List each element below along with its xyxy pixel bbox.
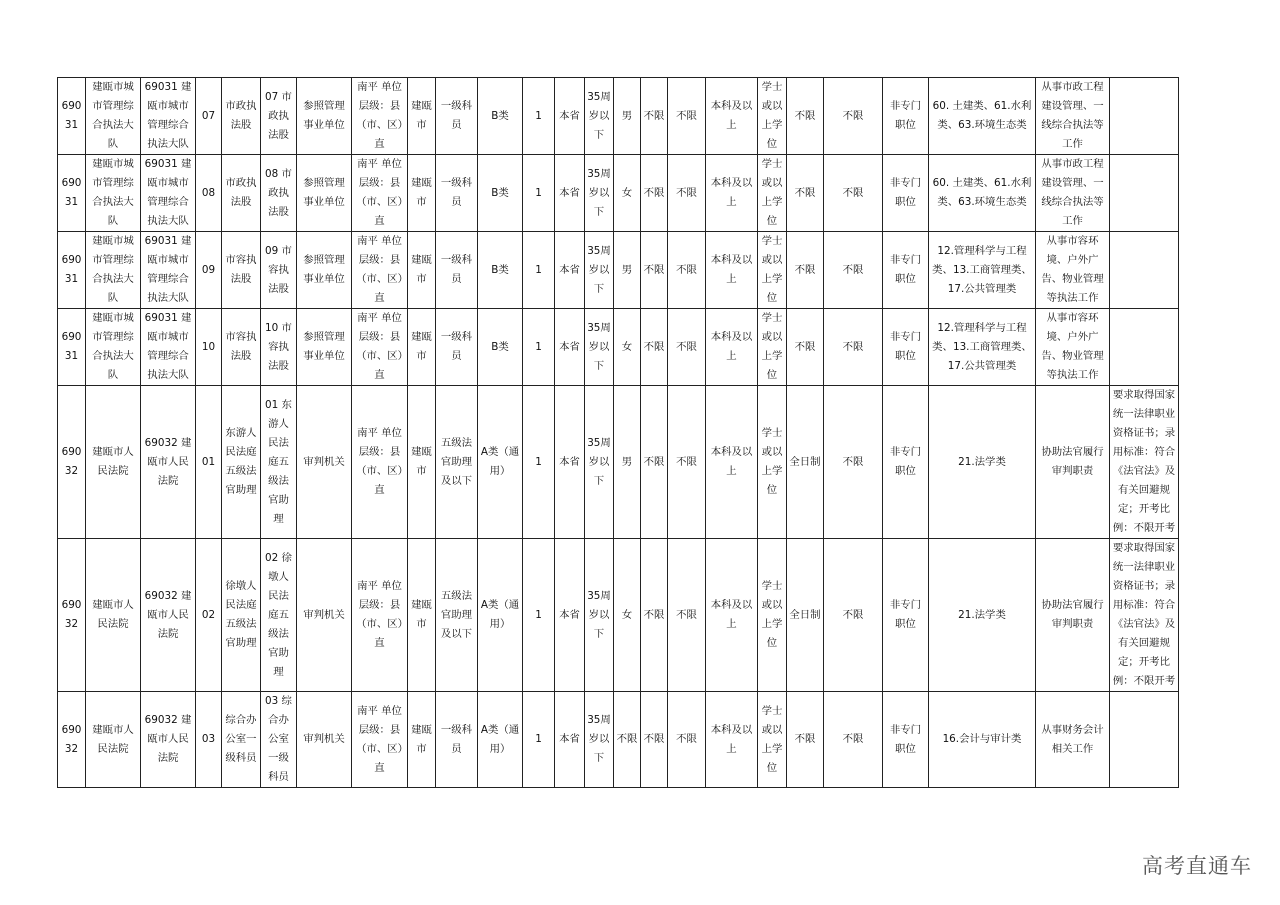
cell-household: 本省 [555,386,585,539]
cell-quota: 1 [523,232,555,309]
cell-major: 12.管理科学与工程类、13.工商管理类、17.公共管理类 [929,309,1036,386]
cell-ethnicity: 不限 [641,155,668,232]
cell-position-code: 03 [196,692,222,788]
cell-age: 35周岁以下 [585,386,614,539]
cell-position-full: 03 综合办公室一级科员 [261,692,297,788]
cell-location: 建瓯市 [408,155,436,232]
cell-position-full: 09 市容执法股 [261,232,297,309]
cell-education: 本科及以上 [706,155,758,232]
cell-exam-category: B类 [478,78,523,155]
cell-position-name: 市政执法股 [222,78,261,155]
cell-location: 建瓯市 [408,386,436,539]
watermark: 高考直通车 [1142,854,1252,878]
cell-unit-level: 南平 单位层级：县（市、区）直 [352,155,408,232]
cell-work-experience: 不限 [824,539,883,692]
cell-position-code: 10 [196,309,222,386]
cell-politics: 不限 [668,386,706,539]
cell-position-name: 市容执法股 [222,232,261,309]
table-row [58,78,1179,155]
cell-exam-category: A类（通用） [478,539,523,692]
cell-education: 本科及以上 [706,309,758,386]
cell-household: 本省 [555,309,585,386]
cell-duties: 从事市政工程建设管理、一线综合执法等工作 [1036,78,1110,155]
cell-location: 建瓯市 [408,539,436,692]
cell-gender: 不限 [614,692,641,788]
cell-position-name: 徐墩人民法庭五级法官助理 [222,539,261,692]
cell-position-level: 一级科员 [436,309,478,386]
cell-gender: 男 [614,232,641,309]
cell-position-type: 非专门职位 [883,232,929,309]
cell-quota: 1 [523,309,555,386]
cell-ethnicity: 不限 [641,78,668,155]
cell-remarks: 要求取得国家统一法律职业资格证书；录用标准：符合《法官法》及有关回避规定；开考比例：不限开考 [1110,386,1179,539]
cell-unit-code: 69032 [58,539,86,692]
cell-study-mode: 全日制 [787,539,824,692]
cell-unit-level: 南平 单位层级：县（市、区）直 [352,309,408,386]
cell-location: 建瓯市 [408,692,436,788]
cell-study-mode: 不限 [787,692,824,788]
cell-household: 本省 [555,232,585,309]
cell-unit-nature: 参照管理事业单位 [297,232,352,309]
cell-position-type: 非专门职位 [883,539,929,692]
table-row [58,232,1179,309]
cell-unit-full: 69032 建瓯市人民法院 [141,539,196,692]
cell-position-full: 02 徐墩人民法庭五级法官助理 [261,539,297,692]
cell-education: 本科及以上 [706,232,758,309]
recruitment-table [57,77,1179,788]
cell-degree: 学士或以上学位 [758,692,787,788]
cell-study-mode: 不限 [787,232,824,309]
cell-position-type: 非专门职位 [883,309,929,386]
cell-location: 建瓯市 [408,309,436,386]
cell-position-full: 10 市容执法股 [261,309,297,386]
cell-unit-full: 69031 建瓯市城市管理综合执法大队 [141,155,196,232]
cell-major: 16.会计与审计类 [929,692,1036,788]
cell-age: 35周岁以下 [585,232,614,309]
cell-remarks [1110,692,1179,788]
cell-work-experience: 不限 [824,692,883,788]
cell-unit-nature: 审判机关 [297,692,352,788]
cell-unit-nature: 参照管理事业单位 [297,78,352,155]
cell-position-code: 07 [196,78,222,155]
cell-position-level: 一级科员 [436,232,478,309]
table-row [58,155,1179,232]
cell-ethnicity: 不限 [641,692,668,788]
cell-duties: 从事市政工程建设管理、一线综合执法等工作 [1036,155,1110,232]
cell-ethnicity: 不限 [641,539,668,692]
cell-unit-nature: 参照管理事业单位 [297,155,352,232]
cell-position-full: 01 东游人民法庭五级法官助理 [261,386,297,539]
cell-age: 35周岁以下 [585,78,614,155]
cell-unit-name: 建瓯市人民法院 [86,692,141,788]
cell-gender: 男 [614,386,641,539]
cell-degree: 学士或以上学位 [758,232,787,309]
cell-position-name: 市容执法股 [222,309,261,386]
cell-unit-full: 69031 建瓯市城市管理综合执法大队 [141,232,196,309]
table-row [58,309,1179,386]
cell-remarks [1110,232,1179,309]
cell-household: 本省 [555,78,585,155]
cell-work-experience: 不限 [824,155,883,232]
cell-unit-level: 南平 单位层级：县（市、区）直 [352,386,408,539]
cell-degree: 学士或以上学位 [758,155,787,232]
cell-major: 60. 土建类、61.水利类、63.环境生态类 [929,78,1036,155]
cell-study-mode: 不限 [787,155,824,232]
cell-position-type: 非专门职位 [883,155,929,232]
cell-duties: 从事财务会计相关工作 [1036,692,1110,788]
cell-degree: 学士或以上学位 [758,309,787,386]
cell-position-level: 一级科员 [436,78,478,155]
cell-unit-level: 南平 单位层级：县（市、区）直 [352,78,408,155]
cell-duties: 协助法官履行审判职责 [1036,539,1110,692]
table-row [58,386,1179,539]
cell-politics: 不限 [668,539,706,692]
cell-politics: 不限 [668,232,706,309]
cell-politics: 不限 [668,309,706,386]
cell-gender: 男 [614,78,641,155]
cell-unit-name: 建瓯市城市管理综合执法大队 [86,78,141,155]
cell-unit-code: 69032 [58,692,86,788]
cell-unit-level: 南平 单位层级：县（市、区）直 [352,232,408,309]
cell-position-full: 08 市政执法股 [261,155,297,232]
cell-unit-name: 建瓯市城市管理综合执法大队 [86,155,141,232]
cell-household: 本省 [555,155,585,232]
table-row [58,692,1179,788]
cell-quota: 1 [523,386,555,539]
cell-education: 本科及以上 [706,78,758,155]
cell-degree: 学士或以上学位 [758,78,787,155]
cell-unit-full: 69031 建瓯市城市管理综合执法大队 [141,78,196,155]
cell-ethnicity: 不限 [641,309,668,386]
cell-gender: 女 [614,155,641,232]
cell-quota: 1 [523,692,555,788]
cell-study-mode: 不限 [787,309,824,386]
cell-unit-nature: 参照管理事业单位 [297,309,352,386]
cell-remarks: 要求取得国家统一法律职业资格证书；录用标准：符合《法官法》及有关回避规定；开考比例：不限开考 [1110,539,1179,692]
cell-degree: 学士或以上学位 [758,386,787,539]
cell-quota: 1 [523,539,555,692]
cell-gender: 女 [614,539,641,692]
cell-unit-code: 69031 [58,232,86,309]
cell-work-experience: 不限 [824,386,883,539]
cell-duties: 从事市容环境、户外广告、物业管理等执法工作 [1036,309,1110,386]
cell-unit-code: 69031 [58,78,86,155]
cell-position-code: 01 [196,386,222,539]
cell-unit-level: 南平 单位层级：县（市、区）直 [352,539,408,692]
cell-age: 35周岁以下 [585,692,614,788]
cell-position-code: 02 [196,539,222,692]
cell-age: 35周岁以下 [585,539,614,692]
cell-major: 21.法学类 [929,386,1036,539]
cell-study-mode: 不限 [787,78,824,155]
cell-degree: 学士或以上学位 [758,539,787,692]
cell-quota: 1 [523,155,555,232]
cell-unit-code: 69031 [58,309,86,386]
cell-education: 本科及以上 [706,539,758,692]
cell-education: 本科及以上 [706,692,758,788]
cell-household: 本省 [555,539,585,692]
cell-exam-category: A类（通用） [478,386,523,539]
cell-position-type: 非专门职位 [883,78,929,155]
cell-location: 建瓯市 [408,232,436,309]
cell-study-mode: 全日制 [787,386,824,539]
cell-work-experience: 不限 [824,232,883,309]
cell-position-code: 08 [196,155,222,232]
cell-work-experience: 不限 [824,309,883,386]
cell-household: 本省 [555,692,585,788]
cell-position-type: 非专门职位 [883,692,929,788]
cell-politics: 不限 [668,692,706,788]
cell-age: 35周岁以下 [585,155,614,232]
cell-education: 本科及以上 [706,386,758,539]
cell-position-level: 五级法官助理及以下 [436,539,478,692]
cell-unit-name: 建瓯市城市管理综合执法大队 [86,309,141,386]
cell-remarks [1110,155,1179,232]
cell-duties: 协助法官履行审判职责 [1036,386,1110,539]
cell-age: 35周岁以下 [585,309,614,386]
cell-exam-category: B类 [478,232,523,309]
cell-gender: 女 [614,309,641,386]
cell-unit-name: 建瓯市城市管理综合执法大队 [86,232,141,309]
cell-position-name: 综合办公室一级科员 [222,692,261,788]
cell-politics: 不限 [668,78,706,155]
cell-position-level: 一级科员 [436,155,478,232]
cell-ethnicity: 不限 [641,386,668,539]
cell-ethnicity: 不限 [641,232,668,309]
cell-position-level: 五级法官助理及以下 [436,386,478,539]
cell-unit-nature: 审判机关 [297,386,352,539]
cell-unit-code: 69031 [58,155,86,232]
cell-position-type: 非专门职位 [883,386,929,539]
cell-major: 21.法学类 [929,539,1036,692]
cell-remarks [1110,78,1179,155]
cell-duties: 从事市容环境、户外广告、物业管理等执法工作 [1036,232,1110,309]
cell-position-name: 市政执法股 [222,155,261,232]
cell-position-name: 东游人民法庭五级法官助理 [222,386,261,539]
cell-remarks [1110,309,1179,386]
cell-unit-level: 南平 单位层级：县（市、区）直 [352,692,408,788]
cell-work-experience: 不限 [824,78,883,155]
cell-unit-nature: 审判机关 [297,539,352,692]
table-row [58,539,1179,692]
cell-position-level: 一级科员 [436,692,478,788]
cell-exam-category: B类 [478,309,523,386]
cell-unit-name: 建瓯市人民法院 [86,386,141,539]
cell-position-code: 09 [196,232,222,309]
cell-quota: 1 [523,78,555,155]
cell-position-full: 07 市政执法股 [261,78,297,155]
cell-unit-code: 69032 [58,386,86,539]
cell-exam-category: B类 [478,155,523,232]
cell-unit-full: 69031 建瓯市城市管理综合执法大队 [141,309,196,386]
cell-major: 60. 土建类、61.水利类、63.环境生态类 [929,155,1036,232]
cell-politics: 不限 [668,155,706,232]
cell-location: 建瓯市 [408,78,436,155]
cell-exam-category: A类（通用） [478,692,523,788]
cell-unit-full: 69032 建瓯市人民法院 [141,692,196,788]
cell-major: 12.管理科学与工程类、13.工商管理类、17.公共管理类 [929,232,1036,309]
cell-unit-name: 建瓯市人民法院 [86,539,141,692]
cell-unit-full: 69032 建瓯市人民法院 [141,386,196,539]
